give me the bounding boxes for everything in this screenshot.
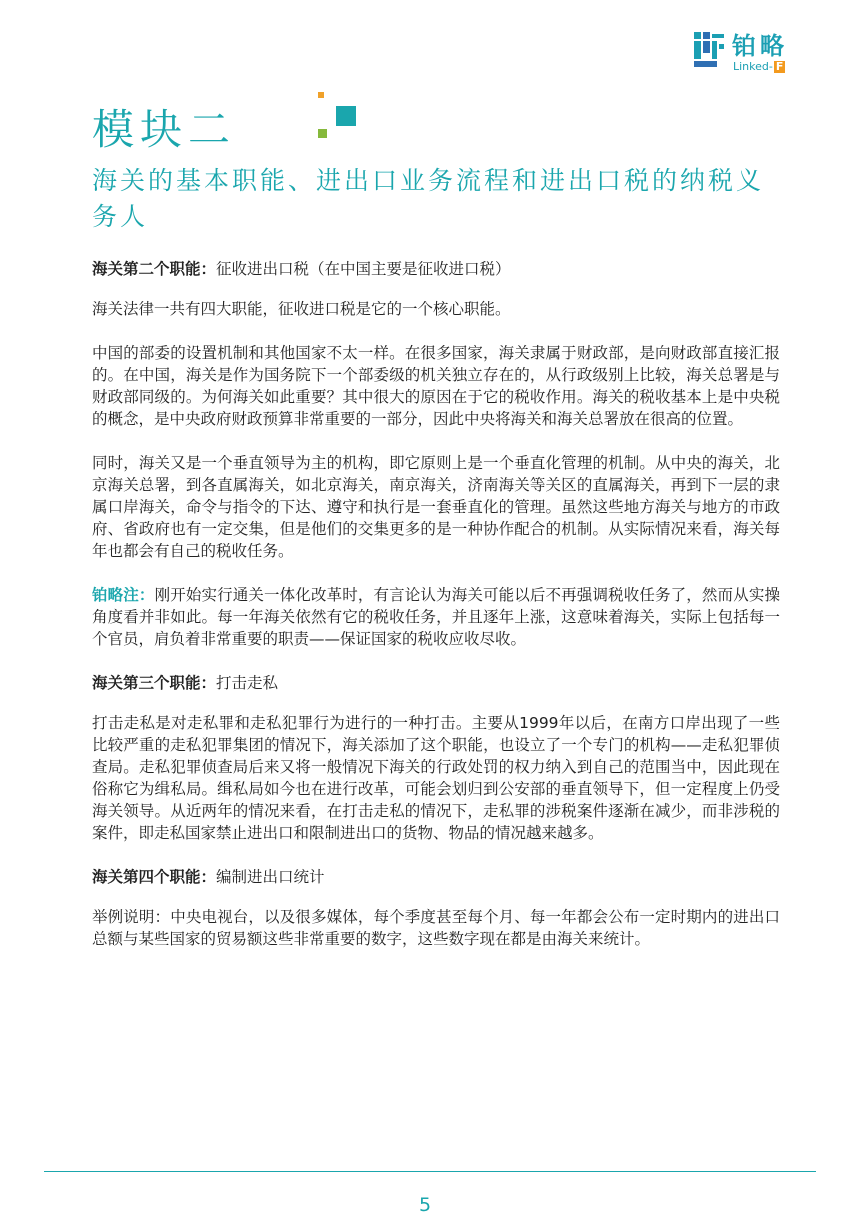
paragraph-ministry-structure: 中国的部委的设置机制和其他国家不太一样。在很多国家，海关隶属于财政部，是向财政部直接汇报的。在中国，海关是作为国务院下一个部委级的机关独立存在的，从行政级别上比较，海关总署是与财政部同级的。为何海关如此重要？其中很大的原因在于它的税收作用。海关的税收基本上是中央税的概念，是中央政府财政预算非常重要的一部分，因此中央将海关和海关总署放在很高的位置。 (92, 344, 780, 428)
linkedf-logo-icon (692, 32, 726, 68)
note-text: 刚开始实行通关一体化改革时，有言论认为海关可能以后不再强调税收任务了，然而从实操角度看并非如此。每一年海关依然有它的税收任务，并且逐年上涨，这意味着海关，实际上包括每一个官员，肩负着非常重要的职责——保证国家的税收应收尽收。 (92, 586, 780, 648)
logo-f-mark: F (775, 60, 784, 73)
paragraph-anti-smuggling: 打击走私是对走私罪和走私犯罪行为进行的一种打击。主要从1999年以后，在南方口岸出现了一些比较严重的走私犯罪集团的情况下，海关添加了这个职能，也设立了一个专门的机构——走私犯罪侦查局。走私犯罪侦查局后来又将一般情况下海关的行政处罚的权力纳入到自己的范围当中，因此现在俗称它为缉私局。缉私局如今也在进行改革，可能会划归到公安部的垂直领导下，但一定程度上仍受海关领导。从近两年的情况来看，在打击走私的情况下，走私罪的涉税案件逐渐在减少，而非涉税的案件，即走私国家禁止进出口和限制进出口的货物、物品的情况越来越多。 (92, 714, 780, 842)
logo-english-name (733, 61, 785, 73)
body-content (92, 258, 780, 972)
logo-chinese-name: 铂略 (732, 32, 788, 60)
logo-english-text: Linked- (733, 60, 773, 73)
function-2-label: 海关第二个职能： (92, 260, 217, 278)
function-4-label: 海关第四个职能： (92, 868, 217, 886)
function-2-heading (92, 258, 780, 280)
module-title: 模块二 (92, 105, 237, 154)
page-number: 5 (418, 1194, 432, 1216)
paragraph-four-functions: 海关法律一共有四大职能，征收进口税是它的一个核心职能。 (92, 300, 511, 318)
function-3-heading (92, 672, 780, 694)
function-3-label: 海关第三个职能： (92, 674, 217, 692)
function-2-text: 征收进出口税（在中国主要是征收进口税） (216, 260, 511, 278)
note-label: 铂略注： (92, 586, 155, 604)
module-subtitle: 海关的基本职能、进出口业务流程和进出口税的纳税义务人 (92, 166, 765, 231)
paragraph-vertical-management: 同时，海关又是一个垂直领导为主的机构，即它原则上是一个垂直化管理的机制。从中央的海关，北京海关总署，到各直属海关，如北京海关，南京海关，济南海关等关区的直属海关，再到下一层的隶属口岸海关，命令与指令的下达、遵守和执行是一套垂直化的管理。虽然这些地方海关与地方的市政府、省政府也有一定交集，但是他们的交集更多的是一种协作配合的机制。从实际情况来看，海关每年也都会有自己的税收任务。 (92, 454, 780, 560)
brand-logo (692, 32, 822, 74)
function-3-text: 打击走私 (216, 674, 279, 692)
footer-divider (44, 1171, 816, 1172)
paragraph-statistics-example: 举例说明：中央电视台，以及很多媒体，每个季度甚至每个月、每一年都会公布一定时期内的进出口总额与某些国家的贸易额这些非常重要的数字，这些数字现在都是由海关来统计。 (92, 908, 780, 948)
function-4-text: 编制进出口统计 (216, 868, 325, 886)
linkedf-note (92, 584, 780, 650)
function-4-heading (92, 866, 780, 888)
decorative-squares-icon (318, 92, 364, 142)
